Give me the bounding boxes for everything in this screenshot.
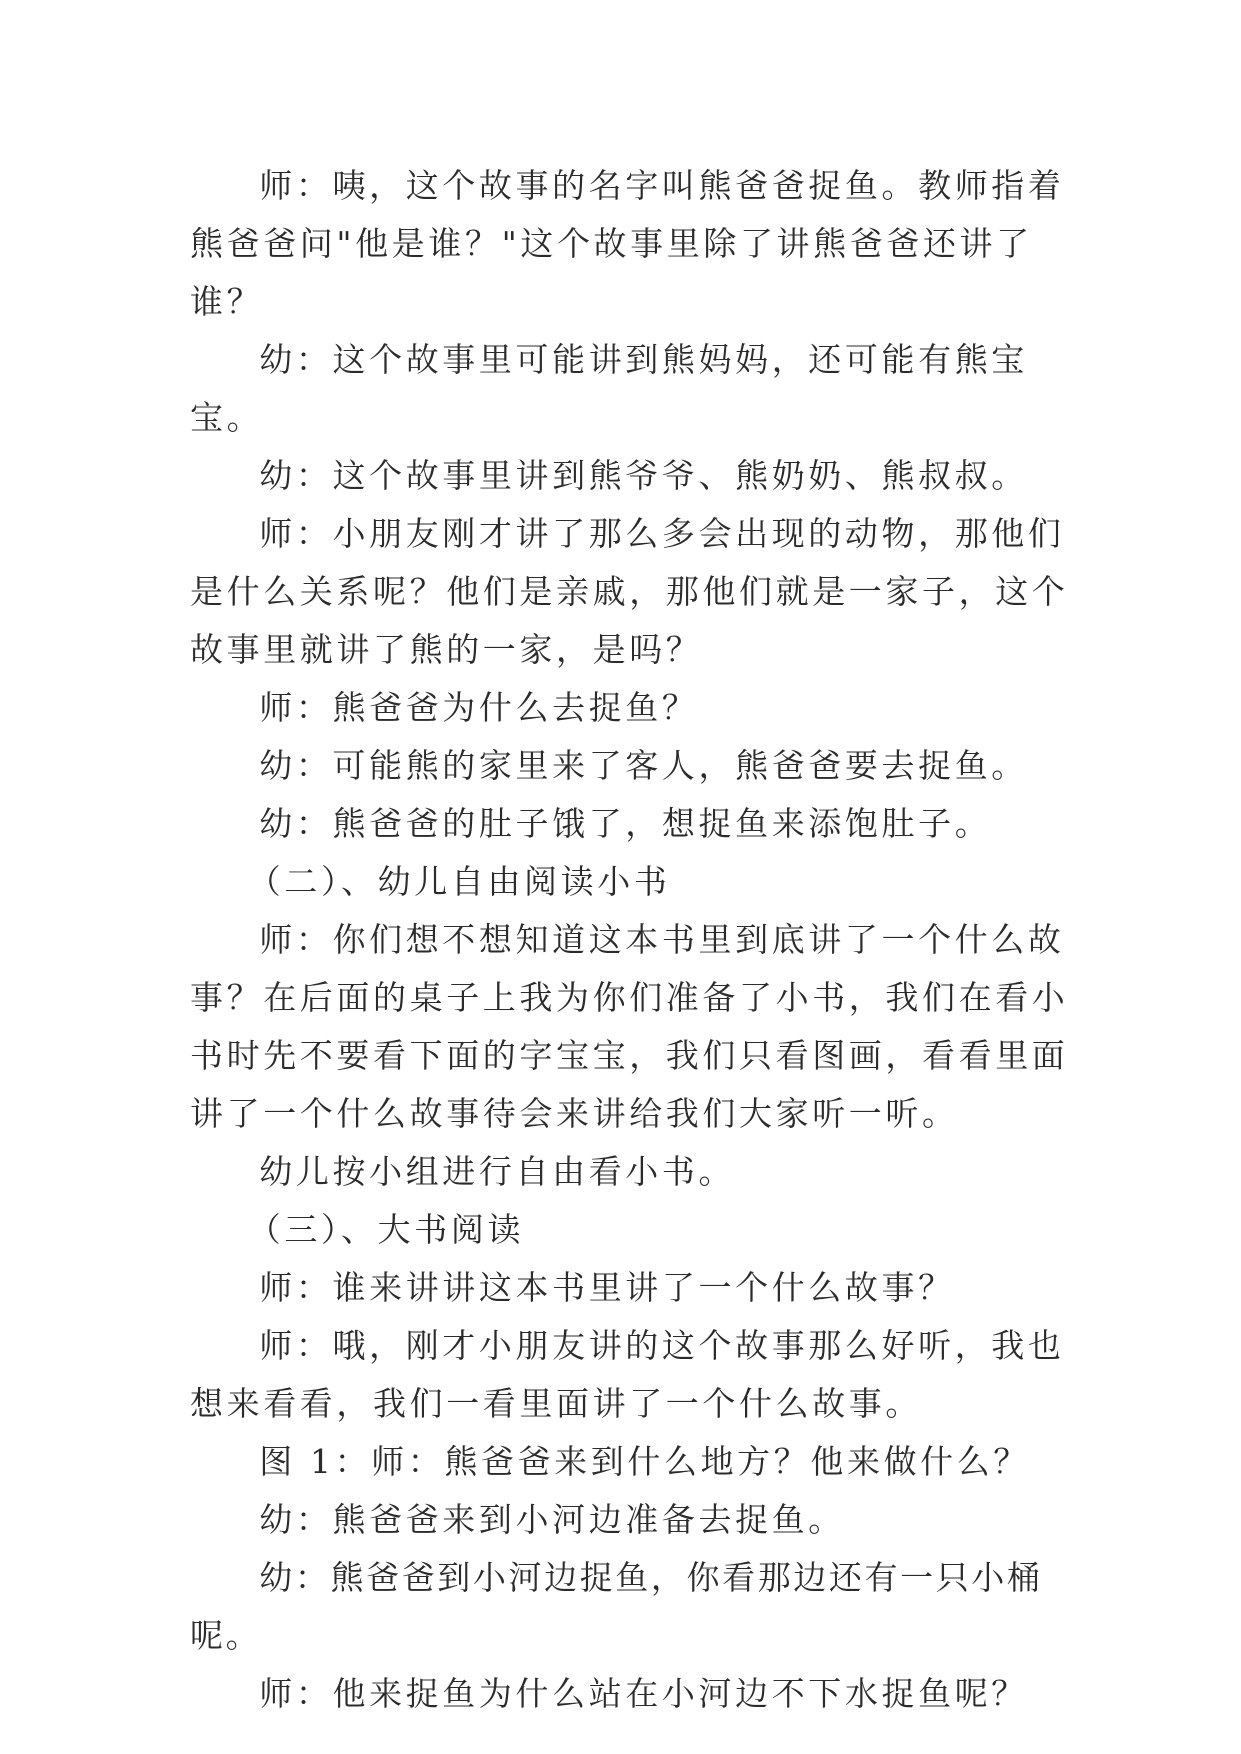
paragraph-child-river: 幼：熊爸爸来到小河边准备去捉鱼。 <box>259 1500 845 1539</box>
paragraph-figure-1-question: 图 1：师：熊爸爸来到什么地方？他来做什么？ <box>259 1442 1030 1481</box>
paragraph-child-bucket: 幼：熊爸爸到小河边捉鱼，你看那边还有一只小桶呢。 <box>190 1558 1043 1655</box>
paragraph-teacher-not-in-water: 师：他来捉鱼为什么站在小河边不下水捉鱼呢？ <box>259 1674 1028 1713</box>
paragraph-teacher-story-title: 师：咦，这个故事的名字叫熊爸爸捉鱼。教师指着熊爸爸问"他是谁？"这个故事里除了讲熊爸爸还讲了谁？ <box>190 166 1065 321</box>
paragraph-teacher-small-books: 师：你们想不想知道这本书里到底讲了一个什么故事？在后面的桌子上我为你们准备了小书，我们在看小书时先不要看下面的字宝宝，我们只看图画，看看里面讲了一个什么故事待会来讲给我们大家听一听。 <box>190 920 1069 1133</box>
paragraph-group-reading: 幼儿按小组进行自由看小书。 <box>259 1152 736 1191</box>
paragraph-child-bear-mother: 幼：这个故事里可能讲到熊妈妈，还可能有熊宝宝。 <box>190 340 1028 437</box>
paragraph-child-bear-relatives: 幼：这个故事里讲到熊爷爷、熊奶奶、熊叔叔。 <box>259 456 1028 495</box>
section-heading-big-book: （三）、大书阅读 <box>247 1210 525 1249</box>
document-body <box>190 157 1070 1723</box>
paragraph-teacher-look-together: 师：哦，刚才小朋友讲的这个故事那么好听，我也想来看看，我们一看里面讲了一个什么故事。 <box>190 1326 1065 1423</box>
section-heading-free-reading: （二）、幼儿自由阅读小书 <box>247 862 671 901</box>
paragraph-teacher-who-tells: 师：谁来讲讲这本书里讲了一个什么故事？ <box>259 1268 955 1307</box>
paragraph-teacher-why-fish: 师：熊爸爸为什么去捉鱼？ <box>259 688 699 727</box>
paragraph-teacher-family-relation: 师：小朋友刚才讲了那么多会出现的动物，那他们是什么关系呢？他们是亲戚，那他们就是一家子，这个故事里就讲了熊的一家，是吗？ <box>190 514 1069 669</box>
paragraph-child-hungry: 幼：熊爸爸的肚子饿了，想捉鱼来添饱肚子。 <box>259 804 992 843</box>
paragraph-child-guest: 幼：可能熊的家里来了客人，熊爸爸要去捉鱼。 <box>259 746 1028 785</box>
